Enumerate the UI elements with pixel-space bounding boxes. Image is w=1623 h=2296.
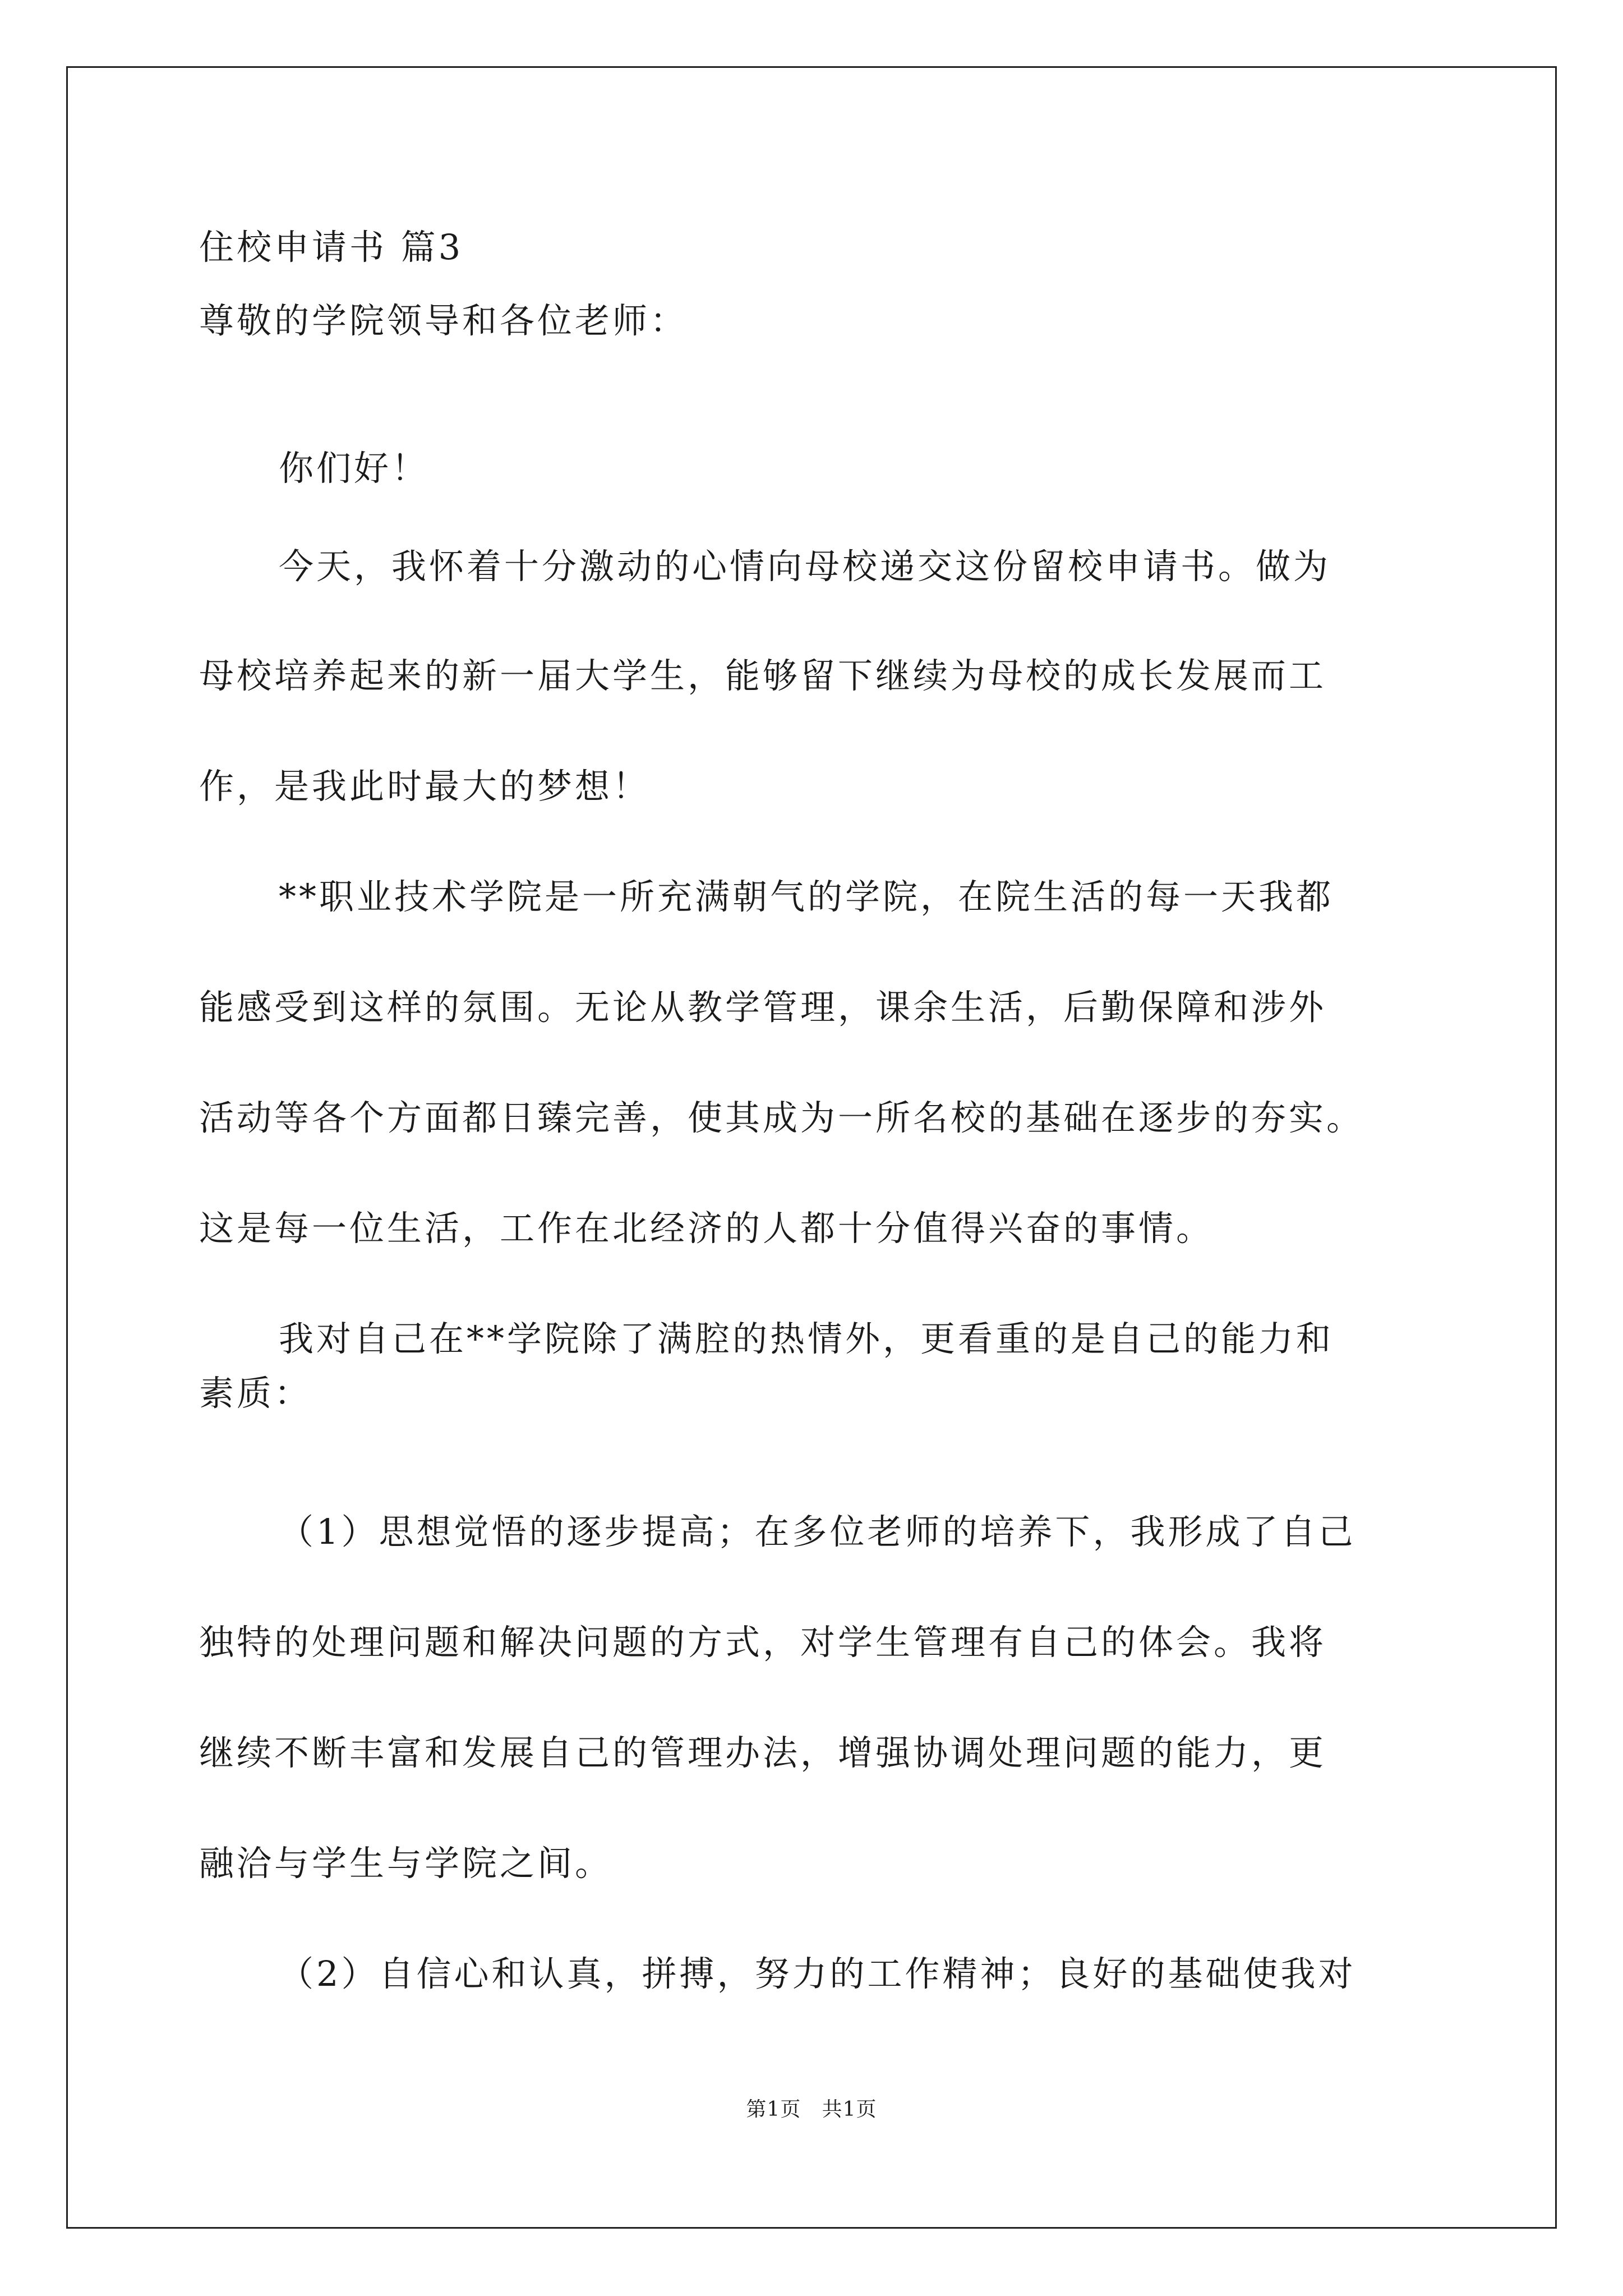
document-title: 住校申请书 篇3 [199, 227, 464, 268]
body-line: （1）思想觉悟的逐步提高；在多位老师的培养下，我形成了自己 [279, 1511, 1356, 1552]
body-line: 能感受到这样的氛围。无论从教学管理，课余生活，后勤保障和涉外 [199, 987, 1327, 1028]
body-line: 作，是我此时最大的梦想！ [199, 766, 651, 807]
body-line: （2）自信心和认真，拼搏，努力的工作精神；良好的基础使我对 [279, 1953, 1356, 1994]
body-line: 素质： [199, 1373, 312, 1414]
greeting: 尊敬的学院领导和各位老师： [199, 300, 688, 341]
body-line: 我对自己在**学院除了满腔的热情外，更看重的是自己的能力和 [279, 1318, 1334, 1359]
body-line: 独特的处理问题和解决问题的方式，对学生管理有自己的体会。我将 [199, 1622, 1327, 1663]
body-line: 母校培养起来的新一届大学生，能够留下继续为母校的成长发展而工 [199, 655, 1327, 696]
body-line: 今天，我怀着十分激动的心情向母校递交这份留校申请书。做为 [279, 546, 1331, 587]
body-line: **职业技术学院是一所充满朝气的学院，在院生活的每一天我都 [279, 876, 1334, 917]
salutation: 你们好！ [279, 448, 430, 489]
page-border [66, 66, 1557, 2229]
page-footer: 第1页 共1页 [746, 2098, 877, 2121]
body-line: 融洽与学生与学院之间。 [199, 1843, 613, 1884]
body-line: 活动等各个方面都日臻完善，使其成为一所名校的基础在逐步的夯实。 [199, 1097, 1364, 1138]
body-line: 这是每一位生活，工作在北经济的人都十分值得兴奋的事情。 [199, 1208, 1214, 1249]
body-line: 继续不断丰富和发展自己的管理办法，增强协调处理问题的能力，更 [199, 1732, 1327, 1773]
